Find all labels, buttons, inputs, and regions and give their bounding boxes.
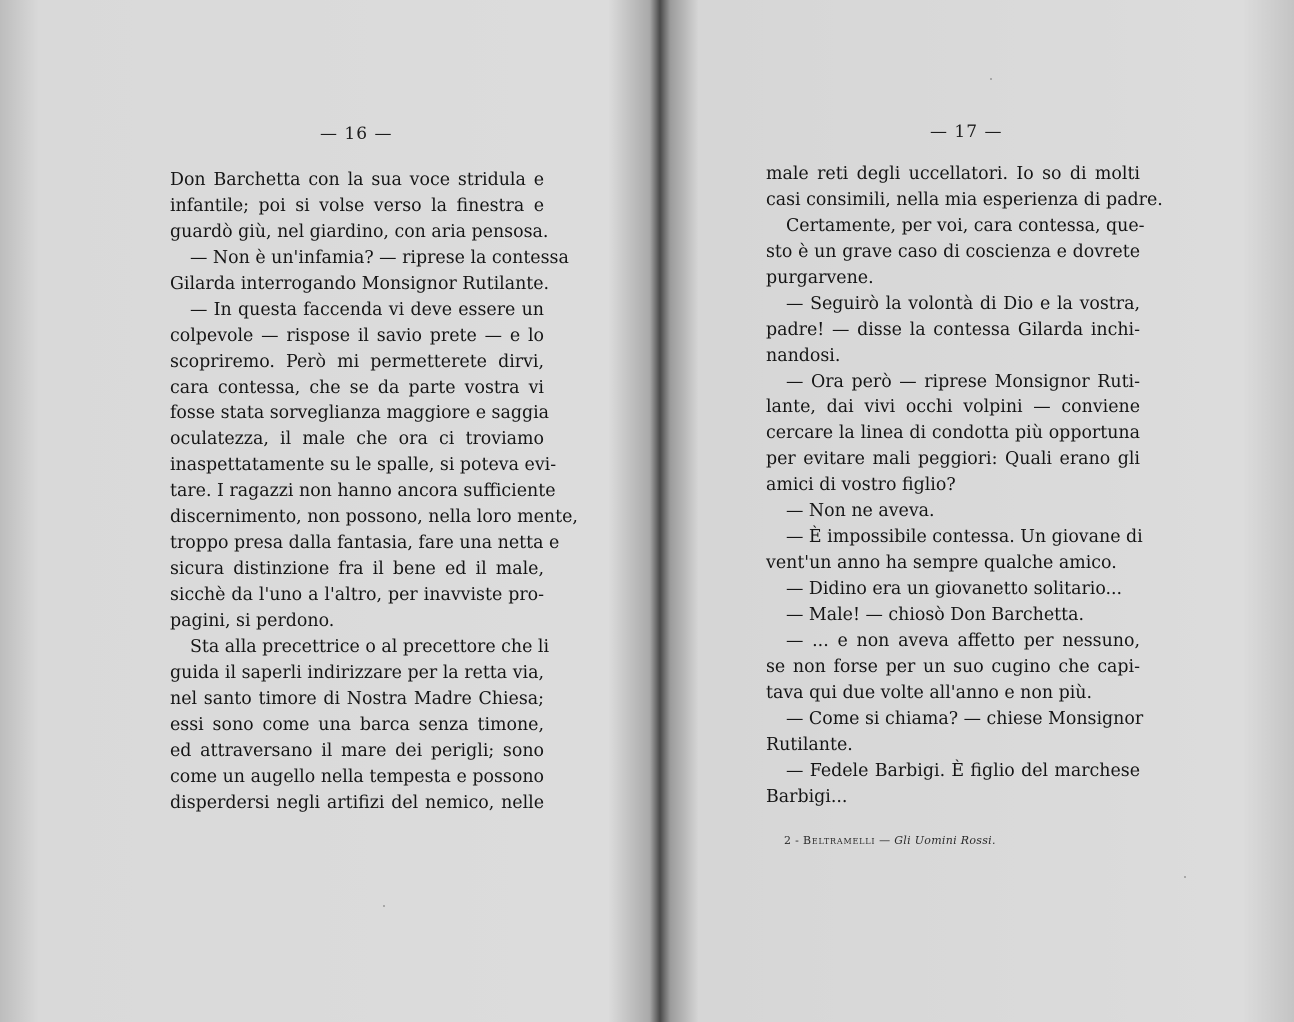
- text-line: Gilarda interrogando Monsignor Rutilante.: [170, 273, 550, 294]
- text-line: — Seguirò la volontà di Dio e la vostra,: [786, 293, 1140, 314]
- text-line: troppo presa dalla fantasia, fare una netta e: [170, 533, 560, 554]
- text-line: cercare la linea di condotta più opportuna: [766, 423, 1140, 444]
- text-line: oculatezza, il male che ora ci troviamo: [170, 429, 544, 450]
- page-number: — 16 —: [320, 124, 393, 144]
- text-line: infantile; poi si volse verso la finestra e: [170, 195, 544, 216]
- text-line: cara contessa, che se da parte vostra vi: [170, 377, 544, 398]
- text-line: — Come si chiama? — chiese Monsignor: [786, 708, 1144, 729]
- text-line: sicchè da l'uno a l'altro, per inavviste pro-: [170, 585, 544, 605]
- text-line: se non forse per un suo cugino che capi-: [766, 656, 1140, 677]
- text-line: colpevole — rispose il savio prete — e lo: [170, 325, 544, 346]
- text-line: — Didino era un giovanetto solitario...: [786, 579, 1123, 599]
- text-line: padre! — disse la contessa Gilarda inchi-: [766, 319, 1140, 340]
- text-line: lante, dai vivi occhi volpini — conviene: [766, 397, 1140, 418]
- printer-signature-mark: [784, 834, 996, 847]
- text-line: — È impossibile contessa. Un giovane di: [786, 527, 1143, 548]
- text-line: tava qui due volte all'anno e non più.: [766, 682, 1092, 703]
- signature-title: Gli Uomini Rossi.: [894, 834, 996, 847]
- text-line: vent'un anno ha sempre qualche amico.: [766, 553, 1117, 574]
- text-line: — Non è un'infamia? — riprese la contessa: [190, 247, 569, 268]
- right-page: [652, 0, 1294, 1022]
- text-line: male reti degli uccellatori. Io so di molti: [766, 164, 1140, 184]
- text-line: — Fedele Barbigi. È figlio del marchese: [786, 760, 1140, 781]
- paper-speck: [990, 78, 992, 80]
- text-line: disperdersi negli artifizi del nemico, nelle: [170, 792, 544, 813]
- paper-speck: [1184, 876, 1186, 878]
- text-line: — Ora però — riprese Monsignor Ruti-: [786, 371, 1140, 392]
- page-number: — 17 —: [930, 122, 1003, 142]
- text-line: Rutilante.: [766, 734, 853, 755]
- text-line: — Male! — chiosò Don Barchetta.: [786, 604, 1084, 625]
- text-line: Sta alla precettrice o al precettore che li: [190, 636, 550, 657]
- text-line: scopriremo. Però mi permetterete dirvi,: [170, 351, 544, 372]
- text-line: ed attraversano il mare dei perigli; sono: [170, 740, 544, 761]
- text-line: sicura distinzione fra il bene ed il male,: [170, 559, 544, 580]
- text-line: — In questa faccenda vi deve essere un: [190, 299, 544, 320]
- signature-separator: -: [795, 834, 803, 847]
- page-body: [170, 168, 578, 816]
- text-line: — Non ne aveva.: [786, 501, 935, 522]
- text-line: per evitare mali peggiori: Quali erano gli: [766, 449, 1140, 470]
- text-line: nel santo timore di Nostra Madre Chiesa;: [170, 688, 544, 709]
- text-line: tare. I ragazzi non hanno ancora sufficiente: [170, 481, 556, 502]
- signature-number: 2: [784, 834, 792, 847]
- text-line: essi sono come una barca senza timone,: [170, 714, 544, 735]
- text-line: — ... e non aveva affetto per nessuno,: [786, 630, 1140, 651]
- text-line: Barbigi...: [766, 786, 848, 807]
- page-body: [766, 162, 1163, 810]
- text-line: Certamente, per voi, cara contessa, que-: [786, 215, 1145, 236]
- text-line: pagini, si perdono.: [170, 610, 335, 631]
- signature-author: Beltramelli: [802, 834, 876, 847]
- text-line: sto è un grave caso di coscienza e dovrete: [766, 241, 1140, 262]
- paper-speck: [383, 905, 385, 907]
- text-line: purgarvene.: [766, 267, 874, 288]
- text-line: amici di vostro figlio?: [766, 475, 956, 496]
- text-line: guida il saperli indirizzare per la retta via,: [170, 662, 544, 683]
- text-line: inaspettatamente su le spalle, si poteva evi-: [170, 455, 557, 476]
- text-line: fosse stata sorveglianza maggiore e saggia: [170, 403, 550, 424]
- text-line: casi consimili, nella mia esperienza di padre.: [766, 189, 1163, 210]
- text-line: Don Barchetta con la sua voce stridula e: [170, 170, 544, 190]
- text-line: guardò giù, nel giardino, con aria pensosa.: [170, 221, 549, 242]
- text-line: discernimento, non possono, nella loro mente,: [170, 507, 578, 528]
- text-line: nandosi.: [766, 345, 841, 366]
- text-line: come un augello nella tempesta e possono: [170, 766, 544, 787]
- signature-separator: —: [879, 834, 895, 847]
